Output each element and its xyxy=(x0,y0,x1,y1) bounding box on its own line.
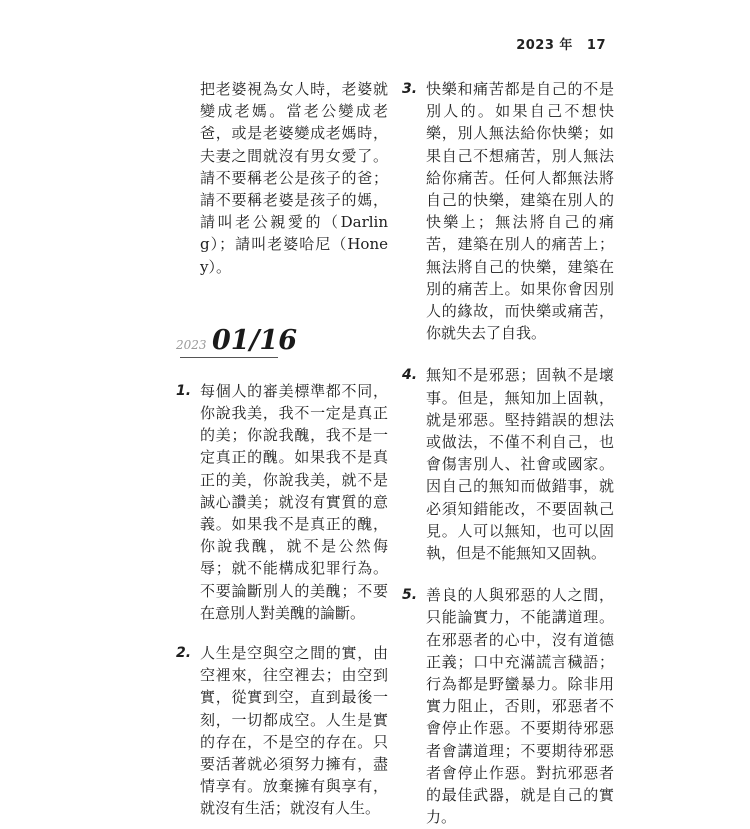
item-number: 5. xyxy=(402,587,418,604)
list-item-2 xyxy=(176,642,388,820)
date-month-day: 01/16 xyxy=(212,324,298,356)
date-year: 2023 xyxy=(176,337,207,352)
item-text: 快樂和痛苦都是自己的不是別人的。如果自己不想快樂，別人無法給你快樂；如果自己不想痛苦，別人無法給你痛苦。任何人都無法將自己的快樂，建築在別人的快樂上；無法將自己的痛苦，建築在別人的痛苦上；無法將自己的快樂，建築在別的痛苦上。如果你會因別人的緣故，而快樂或痛苦，你就失去了自我。 xyxy=(426,80,614,343)
item-number: 1. xyxy=(176,382,192,399)
list-item-1 xyxy=(176,380,388,624)
header-year: 2023 年 xyxy=(516,38,573,53)
intro-paragraph: 把老婆視為女人時，老婆就變成老媽。當老公變成老爸，或是老婆變成老媽時，夫妻之間就沒有男女愛了。請不要稱老公是孩子的爸；請不要稱老婆是孩子的媽，請叫老公親愛的（Darling）；請叫老婆哈尼（Honey）。 xyxy=(200,80,388,276)
item-text: 無知不是邪惡；固執不是壞事。但是，無知加上固執，就是邪惡。堅持錯誤的想法或做法，不僅不利自己，也會傷害別人、社會或國家。因自己的無知而做錯事，就必須知錯能改，不要固執己見。人可以無知，也可以固執，但是不能無知又固執。 xyxy=(426,366,614,563)
item-number: 3. xyxy=(402,81,418,97)
item-text: 善良的人與邪惡的人之間，只能論實力，不能講道理。在邪惡者的心中，沒有道德正義；口中充滿謊言穢語；行為都是野蠻暴力。除非用實力阻止，否則，邪惡者不會停止作惡。不要期待邪惡者會講道理；不要期待邪惡者會停止作惡。對抗邪惡者的最佳武器，就是自己的實力。 xyxy=(426,586,614,827)
date-heading xyxy=(176,320,388,356)
item-number: 4. xyxy=(402,367,418,384)
item-text: 人生是空與空之間的實，由空裡來，往空裡去；由空到實，從實到空，直到最後一刻，一切都成空。人生是實的存在，不是空的存在。只要活著就必須努力擁有，盡情享有。放棄擁有與享有，就沒有生活；就沒有人生。 xyxy=(200,644,388,818)
right-column xyxy=(402,78,614,829)
list-item-4 xyxy=(402,364,614,564)
list-item-5 xyxy=(402,584,614,828)
page-number: 17 xyxy=(586,38,606,53)
item-text: 每個人的審美標準都不同，你說我美，我不一定是真正的美；你說我醜，我不是一定真正的醜。如果我不是真正的美，你說我美，就不是誠心讚美；就沒有實質的意義。如果我不是真正的醜，你說我醜，就不是公然侮辱；就不能構成犯罪行為。不要論斷別人的美醜；不要在意別人對美醜的論斷。 xyxy=(200,381,388,622)
item-number: 2. xyxy=(176,645,192,662)
left-column xyxy=(176,78,388,820)
date-underline xyxy=(180,357,278,358)
page-header xyxy=(516,34,606,53)
list-item-3 xyxy=(402,78,614,344)
